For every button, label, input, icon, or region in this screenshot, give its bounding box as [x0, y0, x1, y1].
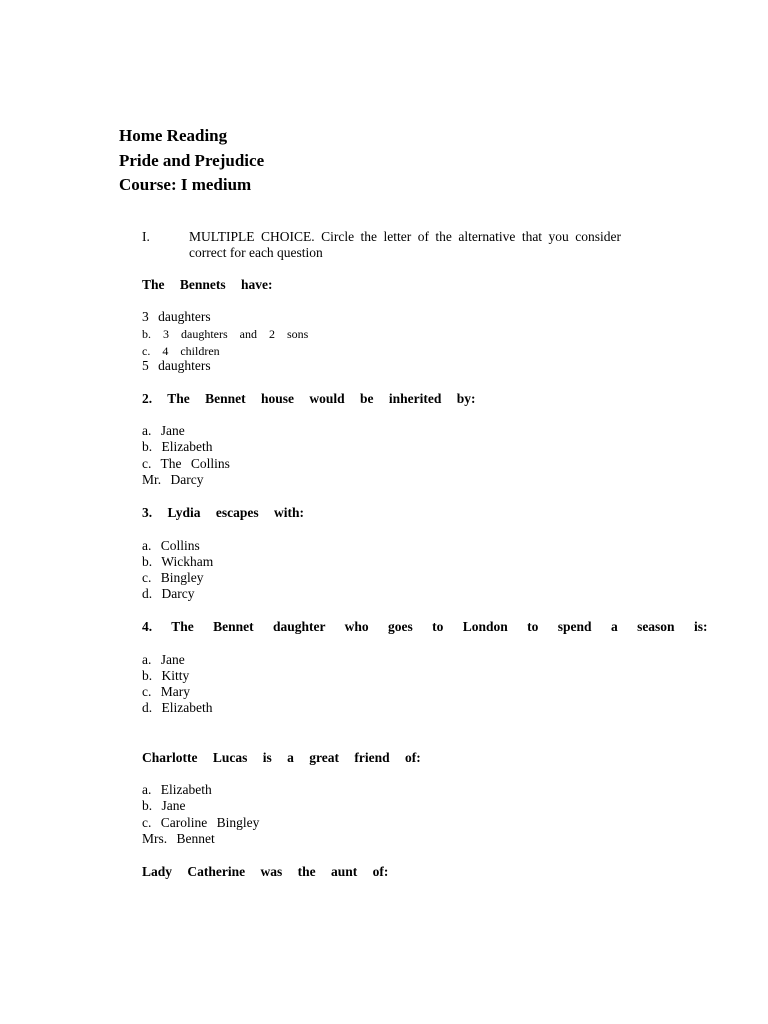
question-3-option-3: c. Bingley [142, 570, 204, 585]
question-5-option-2: b. Jane [142, 798, 186, 813]
question-4-option-3: c. Mary [142, 684, 190, 699]
question-3-option-4: d. Darcy [142, 586, 195, 601]
question-5: Charlotte Lucas is a great friend of: [142, 750, 421, 765]
question-3-option-2: b. Wickham [142, 554, 214, 569]
question-6: Lady Catherine was the aunt of: [142, 864, 389, 879]
question-5-option-4: Mrs. Bennet [142, 831, 215, 846]
question-2-option-3: c. The Collins [142, 456, 230, 471]
question-5-option-1: a. Elizabeth [142, 782, 212, 797]
question-3-option-1: a. Collins [142, 538, 200, 553]
heading-course: Course: I medium [119, 175, 252, 194]
question-1-option-1: 3 daughters [142, 309, 211, 324]
section-number: I. [142, 229, 150, 244]
section-instruction: MULTIPLE CHOICE. Circle the letter of the alternative that you consider correct for each question [189, 229, 621, 260]
question-1: The Bennets have: [142, 277, 273, 292]
question-4-option-2: b. Kitty [142, 668, 190, 683]
question-2-option-1: a. Jane [142, 423, 185, 438]
heading-book-title: Pride and Prejudice [119, 151, 265, 170]
question-2-option-4: Mr. Darcy [142, 472, 204, 487]
question-4: 4. The Bennet daughter who goes to London to spend a season is: [142, 619, 708, 634]
question-1-option-2: b. 3 daughters and 2 sons [142, 327, 309, 341]
question-4-option-4: d. Elizabeth [142, 700, 213, 715]
question-2-option-2: b. Elizabeth [142, 439, 213, 454]
question-4-option-1: a. Jane [142, 652, 185, 667]
heading-home-reading: Home Reading [119, 126, 228, 145]
question-1-option-4: 5 daughters [142, 358, 211, 373]
question-5-option-3: c. Caroline Bingley [142, 815, 260, 830]
question-1-option-3: c. 4 children [142, 344, 220, 358]
question-3: 3. Lydia escapes with: [142, 505, 305, 520]
question-2: 2. The Bennet house would be inherited by: [142, 391, 476, 406]
